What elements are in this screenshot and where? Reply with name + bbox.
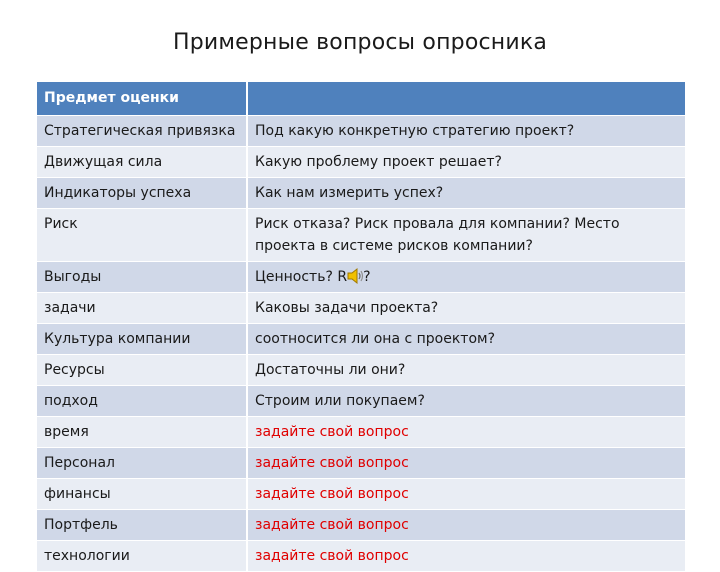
row-question: Риск отказа? Риск провала для компании? Место проекта в системе рисков компании? (247, 209, 685, 262)
question-prefix: Ценность? R (255, 269, 348, 285)
row-subject: Портфель (37, 510, 247, 541)
row-subject: финансы (37, 479, 247, 510)
table-row (37, 293, 685, 324)
table-row (37, 178, 685, 209)
header-subject: Предмет оценки (37, 82, 247, 116)
row-question-prompt: задайте свой вопрос (247, 479, 685, 510)
row-question (247, 262, 685, 293)
table-row (37, 355, 685, 386)
row-question: Достаточны ли они? (247, 355, 685, 386)
table-row (37, 147, 685, 178)
row-question: Какую проблему проект решает? (247, 147, 685, 178)
row-subject: Ресурсы (37, 355, 247, 386)
questionnaire-table (37, 82, 685, 572)
row-subject: время (37, 417, 247, 448)
table-row (37, 448, 685, 479)
row-subject: Выгоды (37, 262, 247, 293)
table-header-row (37, 82, 685, 116)
row-subject: технологии (37, 541, 247, 572)
row-subject: Персонал (37, 448, 247, 479)
row-question: Под какую конкретную стратегию проект? (247, 116, 685, 147)
row-subject: Индикаторы успеха (37, 178, 247, 209)
table-row (37, 417, 685, 448)
table-row (37, 386, 685, 417)
page-title: Примерные вопросы опросника (172, 30, 548, 55)
header-question (247, 82, 685, 116)
table-row (37, 262, 685, 293)
row-question-prompt: задайте свой вопрос (247, 417, 685, 448)
table-row (37, 116, 685, 147)
row-subject: задачи (37, 293, 247, 324)
row-question: соотносится ли она с проектом? (247, 324, 685, 355)
row-question: Строим или покупаем? (247, 386, 685, 417)
row-subject: подход (37, 386, 247, 417)
table-row (37, 510, 685, 541)
question-suffix: ? (363, 269, 371, 285)
table-row (37, 541, 685, 572)
row-question: Как нам измерить успех? (247, 178, 685, 209)
row-subject: Культура компании (37, 324, 247, 355)
row-question-prompt: задайте свой вопрос (247, 541, 685, 572)
table-row (37, 324, 685, 355)
table-row (37, 479, 685, 510)
row-subject: Движущая сила (37, 147, 247, 178)
row-question: Каковы задачи проекта? (247, 293, 685, 324)
row-subject: Стратегическая привязка (37, 116, 247, 147)
row-question-prompt: задайте свой вопрос (247, 448, 685, 479)
table-row (37, 209, 685, 262)
row-question-prompt: задайте свой вопрос (247, 510, 685, 541)
row-subject: Риск (37, 209, 247, 262)
